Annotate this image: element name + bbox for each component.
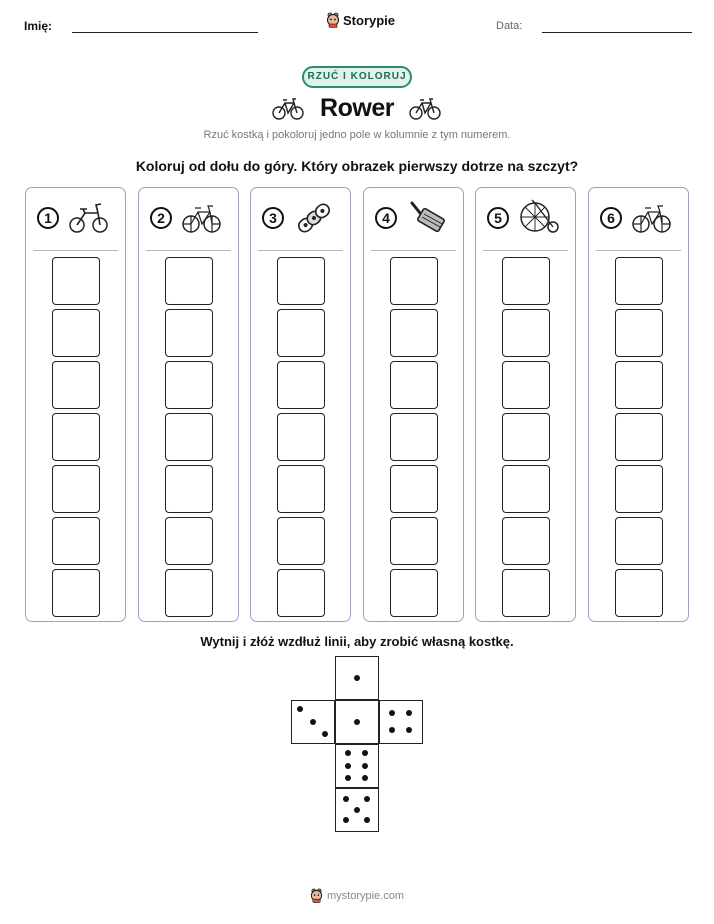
color-box[interactable] [277,517,325,565]
dice-pip [297,706,303,712]
dice-face-4 [379,700,423,744]
color-box[interactable] [52,361,100,409]
color-box[interactable] [502,413,550,461]
bicycle-icon [631,199,675,237]
dice-pip [406,727,412,733]
dice-pip [389,710,395,716]
column-header [364,188,463,250]
dice-pip [354,807,360,813]
color-box[interactable] [52,413,100,461]
column-header [251,188,350,250]
coloring-instruction: Koloruj od dołu do góry. Który obrazek pierwszy dotrze na szczyt? [135,158,579,174]
color-box[interactable] [390,361,438,409]
color-box[interactable] [615,413,663,461]
column-4 [363,187,464,622]
color-box[interactable] [615,257,663,305]
column-divider [371,250,456,251]
color-box[interactable] [502,465,550,513]
worksheet-header [0,0,714,50]
dice-pip [343,817,349,823]
color-box[interactable] [615,569,663,617]
color-box[interactable] [52,569,100,617]
dice-pip [345,775,351,781]
color-box[interactable] [52,517,100,565]
dice-pip [389,727,395,733]
column-divider [33,250,118,251]
column-divider [483,250,568,251]
column-5 [475,187,576,622]
color-box[interactable] [165,517,213,565]
color-box[interactable] [502,517,550,565]
column-number: 6 [600,207,622,229]
storypie-mascot-icon [310,888,323,903]
dice-pip [364,817,370,823]
date-label: Data: [496,20,523,32]
dice-face-1 [335,656,379,700]
dice-pip [310,719,316,725]
color-box[interactable] [615,517,663,565]
column-divider [146,250,231,251]
color-box[interactable] [277,361,325,409]
dice-pip [362,775,368,781]
brand-name: Storypie [343,12,396,28]
footer [0,888,714,903]
dice-pip [354,719,360,725]
color-box[interactable] [165,361,213,409]
dice-face-3 [291,700,335,744]
bicycle-icon [409,94,441,122]
color-box[interactable] [277,413,325,461]
penny-farthing-icon [518,199,562,237]
color-box[interactable] [615,465,663,513]
color-box[interactable] [52,309,100,357]
dice-pip [354,675,360,681]
bike-pedal-icon [406,199,450,237]
color-box[interactable] [277,465,325,513]
color-box[interactable] [502,309,550,357]
color-box[interactable] [52,257,100,305]
color-box[interactable] [165,257,213,305]
color-box[interactable] [502,257,550,305]
storypie-mascot-icon [326,12,340,28]
column-number: 5 [487,207,509,229]
color-box[interactable] [502,569,550,617]
name-label: Imię: [24,19,53,33]
color-box[interactable] [165,569,213,617]
column-header [139,188,238,250]
column-divider [258,250,343,251]
dice-pip [406,710,412,716]
cut-instruction: Wytnij i złóż wzdłuż linii, aby zrobić własną kostkę. [200,634,514,649]
column-3 [250,187,351,622]
name-field-line [72,32,258,33]
subtitle: Rzuć kostką i pokoloruj jedno pole w kolumnie z tym numerem. [203,129,511,141]
brand-logo [326,12,395,28]
column-2 [138,187,239,622]
dice-pip [345,750,351,756]
color-box[interactable] [390,413,438,461]
dice-pip [364,796,370,802]
dice-pip [322,731,328,737]
color-box[interactable] [165,413,213,461]
dice-pip [343,796,349,802]
footer-url: mystorypie.com [326,889,405,902]
column-number: 1 [37,207,59,229]
color-box[interactable] [390,257,438,305]
color-box[interactable] [390,309,438,357]
column-1 [25,187,126,622]
color-box[interactable] [390,517,438,565]
activity-badge: RZUĆ I KOLORUJ [302,66,412,88]
page-title: Rower [320,94,394,122]
dice-face-6 [335,744,379,788]
title-row [0,92,714,126]
column-header [26,188,125,250]
bike-chain-icon [293,199,337,237]
color-box[interactable] [277,257,325,305]
color-box[interactable] [277,309,325,357]
bicycle-icon [181,199,225,237]
color-box[interactable] [502,361,550,409]
date-field-line [542,32,692,33]
dice-face-1 [335,700,379,744]
column-number: 4 [375,207,397,229]
dice-pip [362,763,368,769]
dice-face-5 [335,788,379,832]
color-box[interactable] [390,465,438,513]
color-box[interactable] [165,309,213,357]
column-header [589,188,688,250]
dice-pip [362,750,368,756]
column-number: 2 [150,207,172,229]
color-box[interactable] [52,465,100,513]
color-box[interactable] [165,465,213,513]
column-divider [596,250,681,251]
color-box[interactable] [277,569,325,617]
column-number: 3 [262,207,284,229]
color-box[interactable] [615,361,663,409]
color-box[interactable] [615,309,663,357]
balance-bike-icon [68,199,112,237]
column-header [476,188,575,250]
color-box[interactable] [390,569,438,617]
dice-pip [345,763,351,769]
column-6 [588,187,689,622]
